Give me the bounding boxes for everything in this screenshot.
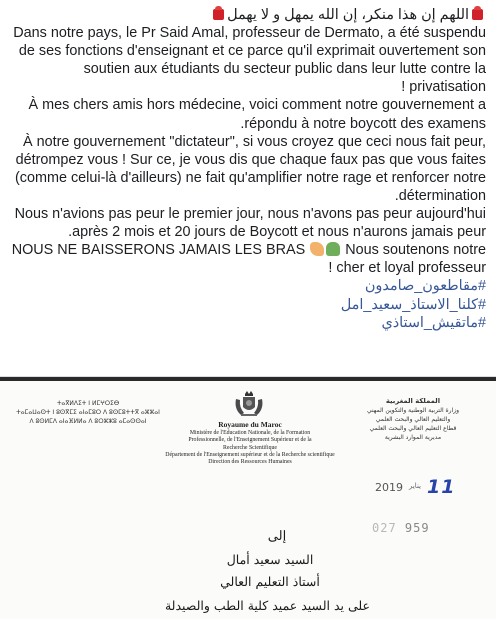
opening-text: اللهم إن هذا منكر، إن الله يمهل و لا يهمل [227, 7, 469, 23]
attached-letter-image[interactable] [0, 377, 496, 619]
hashtag-link[interactable]: #كلنا_الاستاذ_سعيد_امل [340, 296, 486, 313]
tifinagh-line: ⴷ ⵓⵙⵍⵎⴷ ⴰⵏⴰⴼⵍⵍⴰ ⴷ ⵓⵔⵣⵣⵓ ⴰⵎⴰⵙⵙⴰⵏ [29, 418, 147, 425]
to-label: إلى [267, 529, 287, 544]
flexed-biceps-icon [310, 242, 324, 256]
post-paragraph-5 [10, 241, 486, 277]
ar-header-line: مديرية الموارد البشرية [384, 434, 442, 441]
ministry-header-ar [338, 397, 488, 442]
tifinagh-line: ⵜⴰⵎⴰⵡⴰⵙⵜ ⵏ ⵓⵙⴳⵎⵉ ⴰⵏⴰⵎⵓⵔ ⴷ ⵓⵙⵎⵓⵜⵜⴳ ⴰⵣⵣⴰⵏ [16, 409, 160, 416]
ar-header-line: قطاع التعليم العالي والبحث العلمي [369, 425, 457, 432]
recipient-via: على يد السيد عميد كلية الطب والصيدلة [164, 598, 370, 613]
tifinagh-line: ⵜⴰⴳⵍⴷⵉⵜ ⵏ ⵍⵎⵖⵔⵉⴱ [56, 400, 120, 407]
date-day: 11 [427, 476, 456, 498]
post-text [10, 6, 486, 332]
letter-top-rule [0, 377, 496, 381]
kingdom-label: Royaume du Maroc [218, 420, 282, 429]
ar-header-line: المملكة المغربية [385, 397, 441, 405]
ar-header-line: وزارة التربية الوطنية والتكوين المهني [366, 407, 460, 414]
post-paragraph-2: À mes chers amis hors médecine, voici comment notre gouvernement a répondu à notre boycott des examens. [28, 97, 486, 132]
hashtag-link[interactable]: #مقاطعون_صامدون [364, 278, 486, 295]
date-month: يناير [409, 482, 422, 490]
reference-value: 959 [404, 521, 430, 535]
post-opening-line [10, 6, 486, 24]
post-paragraph-3: À notre gouvernement "dictateur", si vous croyez que ceci nous fait peur, détrompez vous ! Sur ce, je vous dis que chaque faux pas que vous faites (comme celui-là d'ailleurs) ne fait qu'amplifier notre rage et renforcer notre détermination. [15, 133, 486, 204]
post-paragraph-4: Nous n'avions pas peur le premier jour, nous n'avons pas peur aujourd'hui après 2 mois et 20 jours de Boycott et nous n'aurons jamais peur. [14, 206, 486, 241]
red-rose-icon [472, 9, 483, 20]
ministry-line: Direction des Ressources Humaines [208, 459, 292, 466]
recipient-block [164, 527, 370, 617]
ministry-line: Département de l'Enseignement supérieur et de la Recherche scientifique [165, 451, 335, 458]
red-rose-icon [213, 9, 224, 20]
post-paragraph-1: Dans notre pays, le Pr Said Amal, professeur de Dermato, a été suspendu de ses fonctions d'enseignant et ce parce qu'il exprimait ouvertement son soutien aux étudiants du secteur public dans leur lutte contre la privatisation ! [13, 25, 486, 96]
ministry-line: Professionnelle, de l'Enseignement Supérieur et de la [188, 437, 312, 444]
hashtag-link[interactable]: #ماتقيش_استاذي [381, 314, 486, 331]
ar-header-line: والتعليم العالي والبحث العلمي [375, 416, 451, 423]
ministry-header-fr [140, 420, 360, 466]
reference-number [372, 521, 430, 535]
ministry-lines [140, 430, 360, 466]
date-year: 2019 [375, 481, 403, 494]
reference-prefix: 027 [372, 521, 397, 535]
ministry-line: Ministère de l'Education Nationale, de la Formation [189, 430, 311, 436]
support-text: Nous soutenons notre cher et loyal professeur ! [328, 242, 486, 277]
recipient-name: السيد سعيد أمال [226, 552, 314, 567]
recipient-title: أستاذ التعليم العالي [220, 574, 320, 589]
coat-of-arms-icon [232, 391, 266, 417]
slogan-text: NOUS NE BAISSERONS JAMAIS LES BRAS [11, 242, 306, 259]
letter-date [375, 477, 455, 499]
health-worker-icon [326, 242, 340, 256]
ministry-line: Recherche Scientifique [223, 444, 277, 451]
